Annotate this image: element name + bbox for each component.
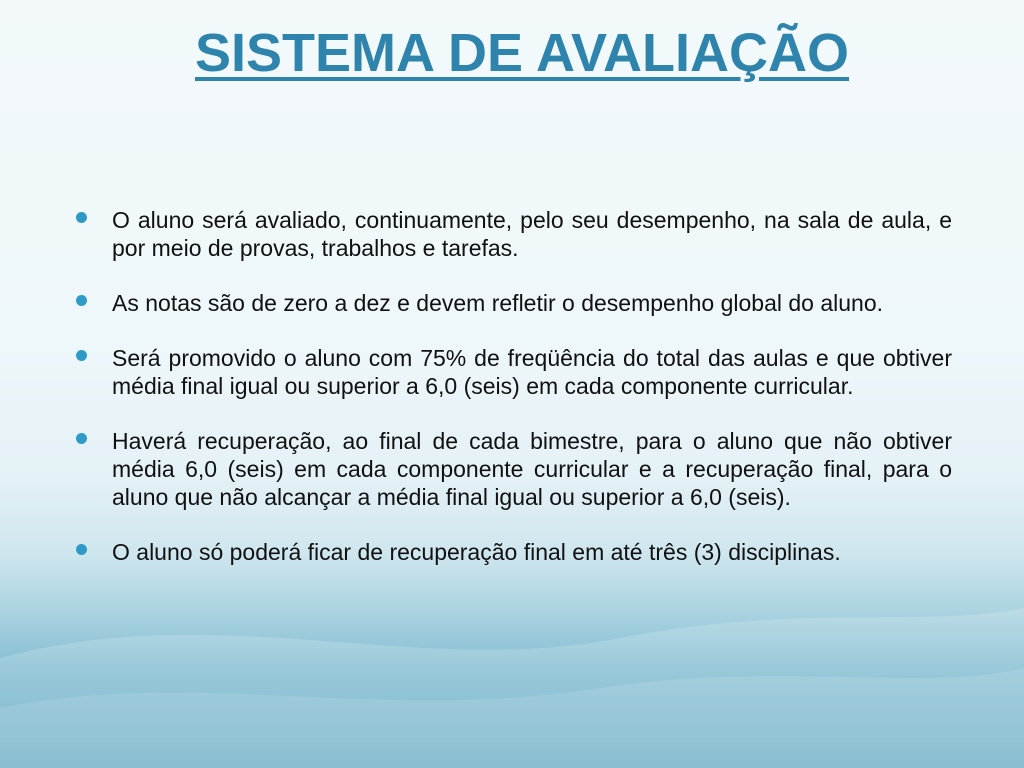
slide-title: SISTEMA DE AVALIAÇÃO — [194, 23, 849, 83]
bullet-text: As notas são de zero a dez e devem refletir o desempenho global do aluno. — [112, 290, 883, 316]
bullet-icon — [76, 295, 87, 306]
bullet-text: O aluno será avaliado, continuamente, pelo seu desempenho, na sala de aula, e por meio de provas, trabalhos e tarefas. — [112, 207, 952, 261]
bullet-list — [76, 206, 952, 566]
bullet-item — [76, 344, 952, 400]
bullet-text: O aluno só poderá ficar de recuperação final em até três (3) disciplinas. — [112, 539, 841, 565]
bullet-item — [76, 538, 952, 566]
bullet-text: Haverá recuperação, ao final de cada bimestre, para o aluno que não obtiver média 6,0 (seis) em cada componente curricular e a recuperação final, para o aluno que não alcançar a média final igual ou superior a 6,0 (seis). — [112, 428, 952, 510]
bullet-text: Será promovido o aluno com 75% de freqüência do total das aulas e que obtiver média final igual ou superior a 6,0 (seis) em cada componente curricular. — [112, 345, 952, 399]
bullet-item — [76, 289, 952, 317]
bullet-icon — [76, 350, 87, 361]
slide-content — [76, 206, 952, 593]
bullet-icon — [76, 212, 87, 223]
bullet-icon — [76, 544, 87, 555]
bullet-item — [76, 206, 952, 262]
bullet-item — [76, 427, 952, 511]
bullet-icon — [76, 433, 87, 444]
